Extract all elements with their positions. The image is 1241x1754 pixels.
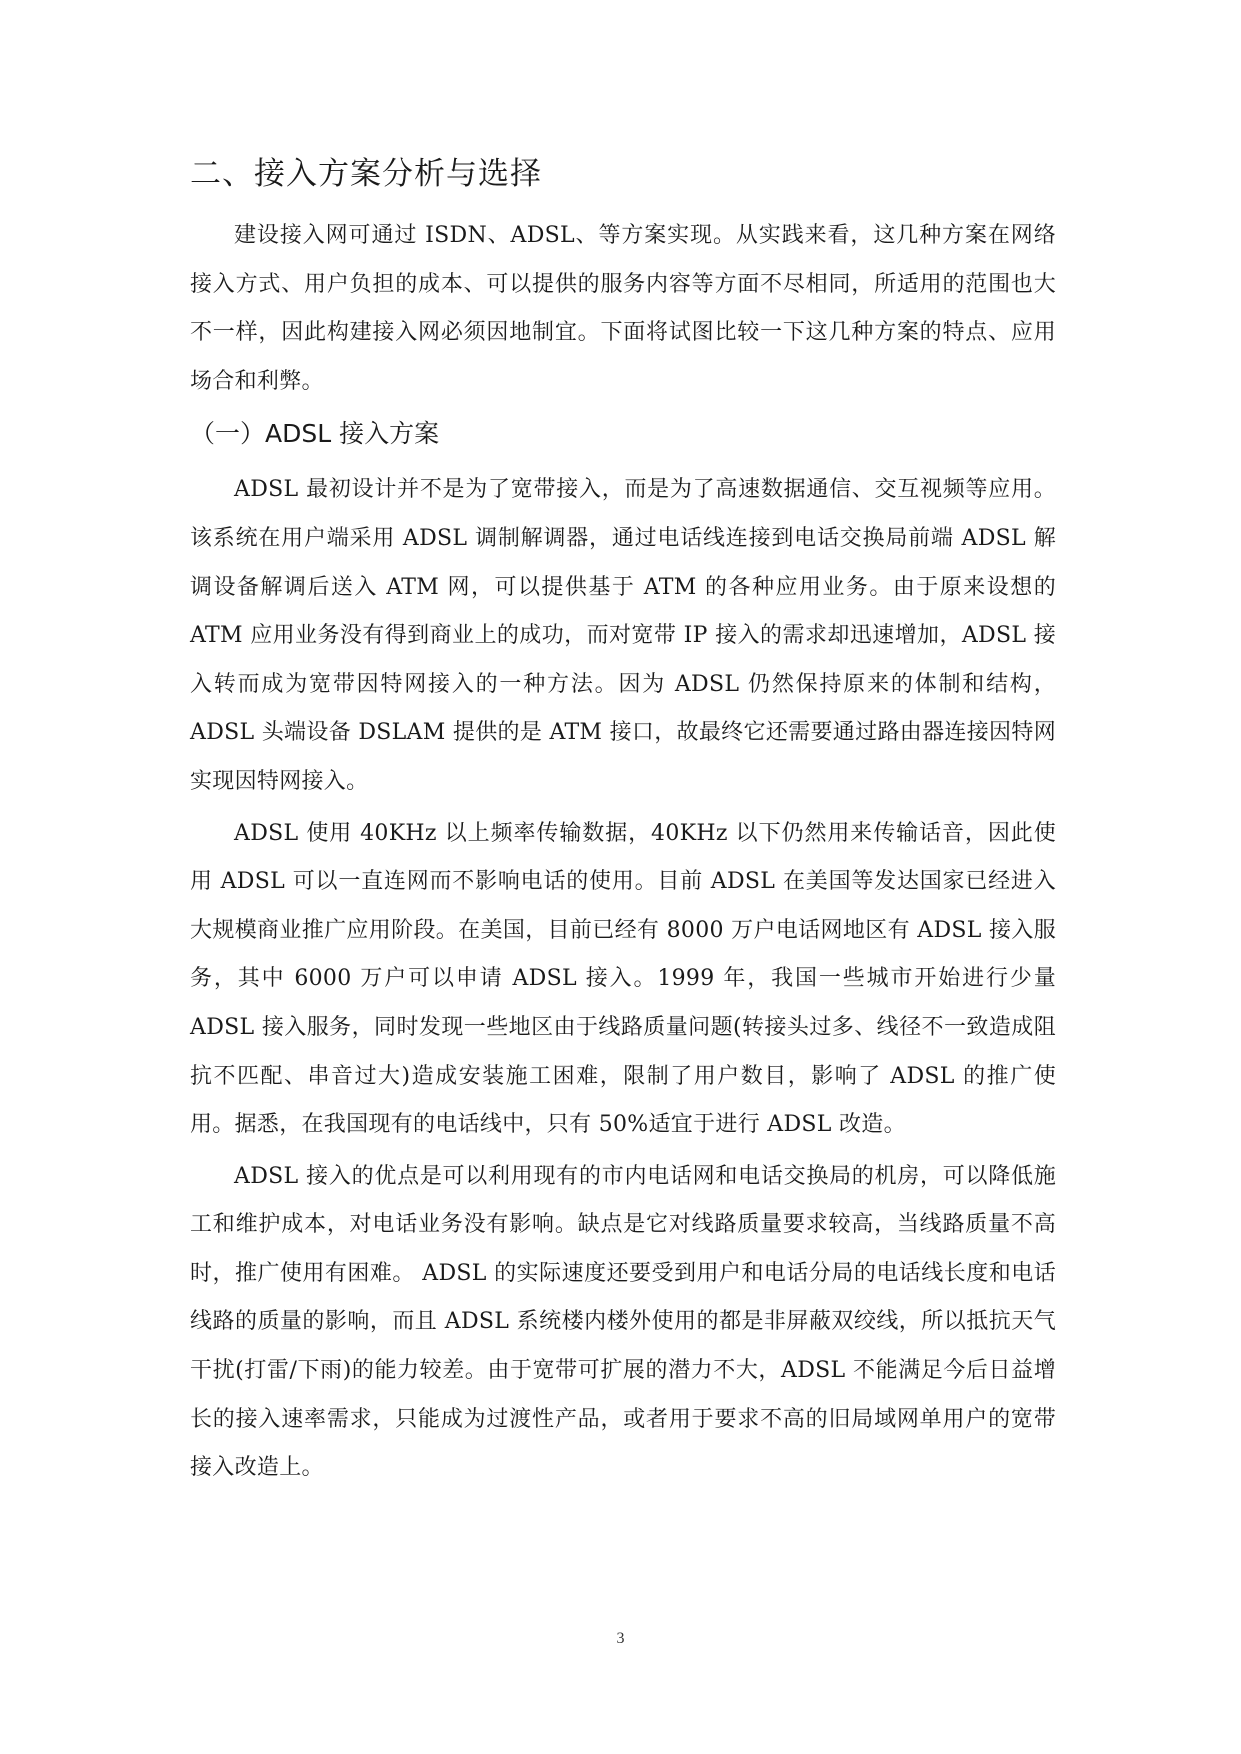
subsection-heading: （一）ADSL 接入方案 [190, 419, 440, 449]
body-paragraph: ADSL 最初设计并不是为了宽带接入，而是为了高速数据通信、交互视频等应用。该系统在用户端采用 ADSL 调制解调器，通过电话线连接到电话交换局前端 ADSL 解调设备解调后送入 ATM 网，可以提供基于 ATM 的各种应用业务。由于原来设想的 ATM 应用业务没有得到商业上的成功，而对宽带 IP 接入的需求却迅速增加，ADSL 接入转而成为宽带因特网接入的一种方法。因为 ADSL 仍然保持原来的体制和结构，ADSL 头端设备 DSLAM 提供的是 ATM 接口，故最终它还需要通过路由器连接因特网实现因特网接入。 [190, 477, 1056, 794]
section-heading: 二、接入方案分析与选择 [190, 156, 542, 192]
page-content [190, 150, 1056, 1493]
body-paragraph: ADSL 接入的优点是可以利用现有的市内电话网和电话交换局的机房，可以降低施工和维护成本，对电话业务没有影响。缺点是它对线路质量要求较高，当线路质量不高时，推广使用有困难。 ADSL 的实际速度还要受到用户和电话分局的电话线长度和电话线路的质量的影响，而且 ADSL 系统楼内楼外使用的都是非屏蔽双绞线，所以抵抗天气干扰(打雷/下雨)的能力较差。由于宽带可扩展的潜力不大，ADSL 不能满足今后日益增长的接入速率需求，只能成为过渡性产品，或者用于要求不高的旧局域网单用户的宽带接入改造上。 [190, 1163, 1056, 1481]
intro-paragraph: 建设接入网可通过 ISDN、ADSL、等方案实现。从实践来看，这几种方案在网络接入方式、用户负担的成本、可以提供的服务内容等方面不尽相同，所适用的范围也大不一样，因此构建接入网必须因地制宜。下面将试图比较一下这几种方案的特点、应用场合和利弊。 [190, 223, 1056, 394]
body-paragraph: ADSL 使用 40KHz 以上频率传输数据，40KHz 以下仍然用来传输话音，因此使用 ADSL 可以一直连网而不影响电话的使用。目前 ADSL 在美国等发达国家已经进入大规模商业推广应用阶段。在美国，目前已经有 8000 万户电话网地区有 ADSL 接入服务，其中 6000 万户可以申请 ADSL 接入。1999 年，我国一些城市开始进行少量 ADSL 接入服务，同时发现一些地区由于线路质量问题(转接头过多、线径不一致造成阻抗不匹配、串音过大)造成安装施工困难，限制了用户数目，影响了 ADSL 的推广使用。据悉，在我国现有的电话线中，只有 50%适宜于进行 ADSL 改造。 [190, 820, 1056, 1138]
page-number: 3 [616, 1630, 625, 1647]
